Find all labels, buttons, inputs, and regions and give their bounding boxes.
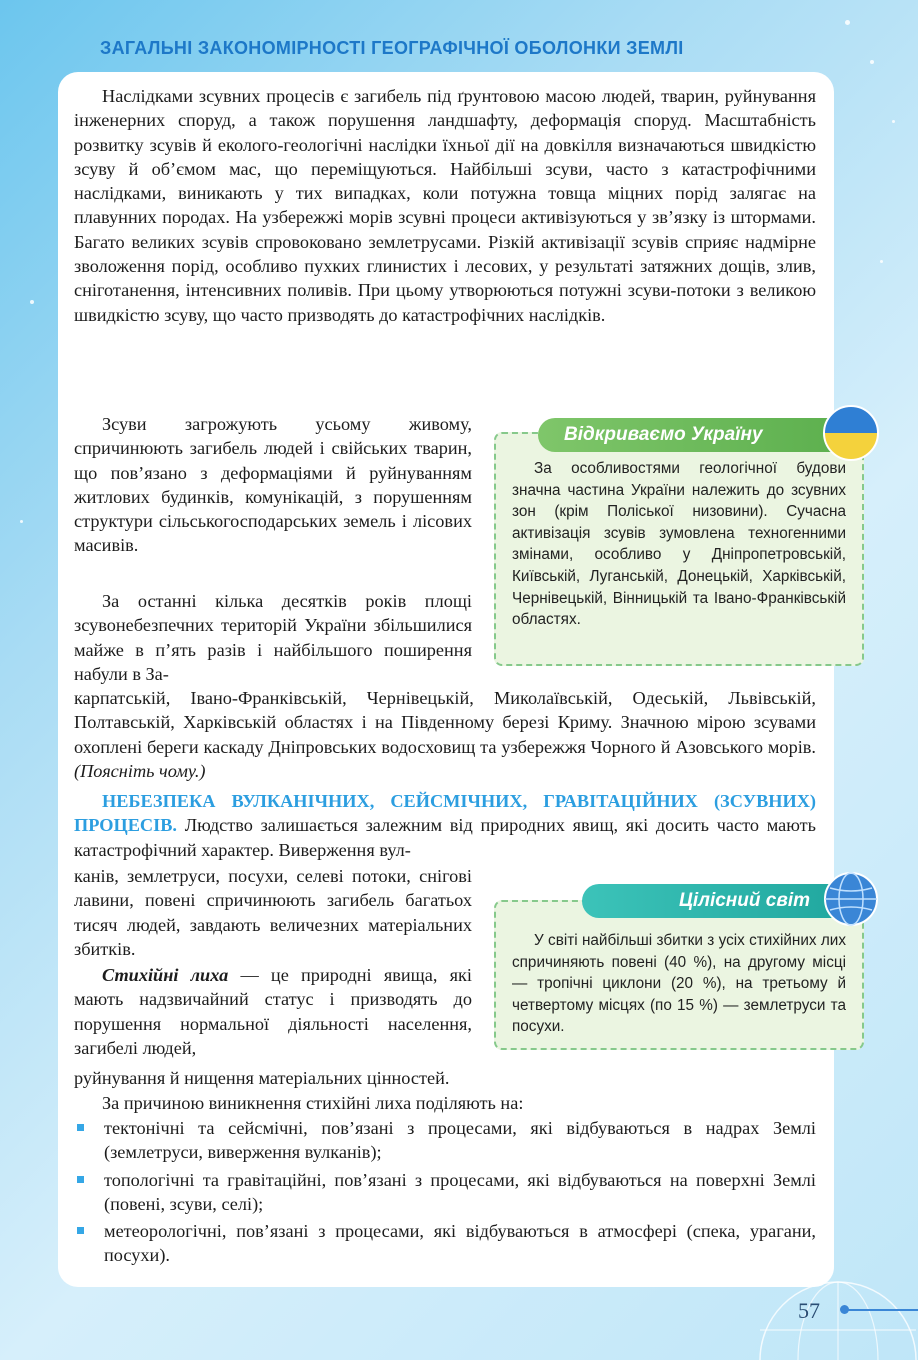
ukraine-flag-icon — [822, 404, 880, 462]
disaster-types-list — [74, 1116, 816, 1271]
sparkle — [20, 520, 23, 523]
whole-world-box — [494, 900, 864, 1050]
list-item: топологічні та гравітаційні, пов’язані з процесами, які відбуваються на поверхні Землі (повені, зсуви, селі); — [74, 1168, 816, 1217]
paragraph-natural-disasters — [74, 963, 472, 1060]
bullet-icon — [77, 1227, 84, 1234]
page-number-line — [846, 1309, 918, 1311]
paragraph-hazards-continued: канів, землетруси, посухи, селеві потоки, снігові лавини, повені спричинюють загибель багатьох тисяч людей, завдають величезних матеріальних збитків. — [74, 866, 472, 959]
paragraph-natural-disasters-continued: руйнування й нищення матеріальних цінностей. — [74, 1068, 450, 1088]
whole-world-text: У світі найбільші збитки з усіх стихійних лих спричиняють повені (40 %), на другому місці — тропічні циклони (20 %), на третьому й четвертому місцях (по 15 %) — землетруси та посухи. — [512, 932, 846, 1036]
list-item: метеорологічні, пов’язані з процесами, які відбуваються в атмосфері (спека, урагани, посухи). — [74, 1219, 816, 1268]
discover-ukraine-text: За особливостями геологічної будови значна частина України належить до зсувних зон (крім Поліської низовини). Сучасна активізація зсувів зумовлена техногенними змінами, особливо у Дніпропетровській, Київській, Луганській, Донецькій, Харківській, Чернівецькій, Вінницькій та Івано-Франківській областях. — [512, 460, 846, 629]
globe-icon — [822, 870, 880, 928]
bullet-icon — [77, 1124, 84, 1131]
page-header: ЗАГАЛЬНІ ЗАКОНОМІРНОСТІ ГЕОГРАФІЧНОЇ ОБОЛОНКИ ЗЕМЛІ — [100, 38, 684, 58]
list-item: тектонічні та сейсмічні, пов’язані з процесами, які відбуваються в надрах Землі (землетруси, виверження вулканів); — [74, 1116, 816, 1165]
sparkle — [845, 20, 850, 25]
task-prompt: (Поясніть чому.) — [74, 760, 206, 781]
paragraph-landslide-threats: Зсуви загрожують усьому живому, спричинюють загибель людей і свійських тварин, що пов’язано з деформаціями й руйнуванням житлових будинків, комунікацій, з порушенням структури сільськогосподарських земель і лісових масивів. — [74, 414, 472, 556]
definition-text: — це природні явища, які мають надзвичайний статус і призводять до порушення нормальної діяльності населення, загибелі людей, — [74, 965, 472, 1058]
page-number-dot — [840, 1305, 849, 1314]
page-number: 57 — [798, 1298, 820, 1323]
paragraph-landslide-regions-text: карпатській, Івано-Франківській, Чернівецькій, Миколаївській, Одеській, Львівській, Полтавській, Харківській областях і на Південному березі Криму. Значною мірою зсувами охоплені береги каскаду Дніпровських водосховищ та узбережжя Чорного й Азовського морів. — [74, 688, 816, 757]
section-heading: НЕБЕЗПЕКА ВУЛКАНІЧНИХ, СЕЙСМІЧНИХ, ГРАВІТАЦІЙНИХ (ЗСУВНИХ) ПРОЦЕСІВ. — [74, 791, 816, 836]
paragraph-landslide-regions — [74, 686, 816, 783]
paragraph-landslide-areas: За останні кілька десятків років площі зсувонебезпечних територій України збільшилися майже в п’ять разів і найбільшого поширення набули в За- — [74, 591, 472, 684]
paragraph-classification: За причиною виникнення стихійні лиха поділяють на: — [102, 1093, 524, 1113]
discover-ukraine-title: Відкриваємо Україну — [538, 418, 866, 452]
footer-globe-decoration — [758, 1270, 918, 1360]
sparkle — [30, 300, 34, 304]
paragraph-hazards-text: Людство залишається залежним від природних явищ, які досить часто мають катастрофічний характер. Виверження вул- — [74, 815, 816, 860]
paragraph-hazards — [74, 789, 816, 862]
whole-world-title: Цілісний світ — [582, 884, 840, 918]
bullet-icon — [77, 1176, 84, 1183]
discover-ukraine-box — [494, 432, 864, 666]
sparkle — [892, 120, 895, 123]
term-natural-disasters: Стихійні лиха — [102, 965, 229, 985]
paragraph-landslide-consequences: Наслідками зсувних процесів є загибель під ґрунтовою масою людей, тварин, руйнування інженерних споруд, а також порушення ландшафту, деформація споруд. Масштабність розвитку зсувів й еколого-геологічні наслідки їхньої дії на довкілля визначаються швидкістю зсуву й об’ємом мас, що переміщуються. Найбільші зсуви, часто з катастрофічними наслідками, виникають у тих випадках, коли потужна товща міцних порід залягає на плавунних породах. На узбережжі морів зсувні процеси активізуються у зв’язку із штормами. Багато великих зсувів спровоковано землетрусами. Різкій активізації зсувів сприяє надмірне зволоження порід, особливо пухких глинистих і лесових, у результаті затяжних дощів, злив, сніготанення, інтенсивних поливів. При цьому утворюються потужні зсуви-потоки з великою швидкістю зсуву, що часто призводять до катастрофічних наслідків. — [74, 86, 816, 325]
sparkle — [870, 60, 874, 64]
sparkle — [880, 260, 883, 263]
